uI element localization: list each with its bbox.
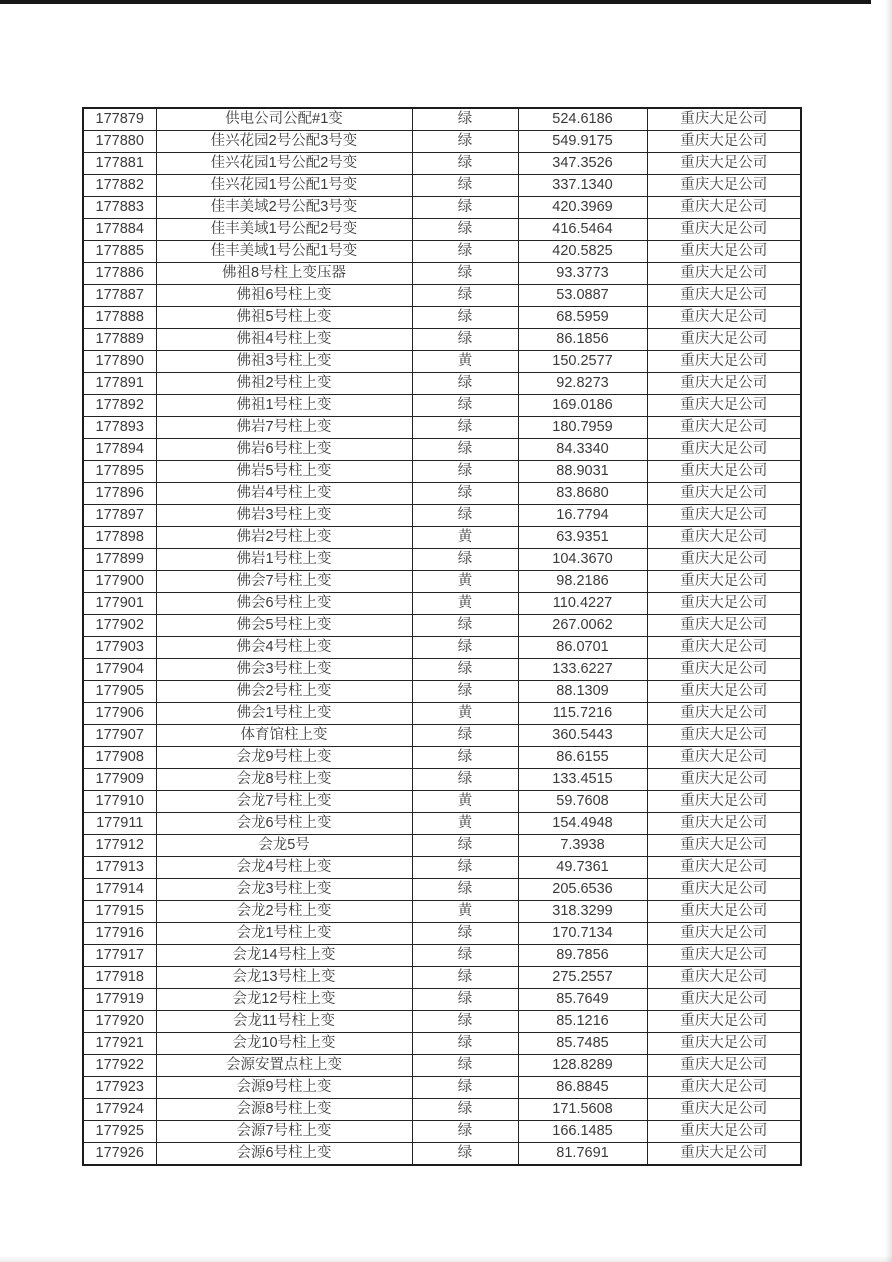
cell-row-id: 177922: [83, 1055, 156, 1077]
cell-row-id: 177889: [83, 329, 156, 351]
cell-transformer-name: 会龙12号柱上变: [156, 989, 412, 1011]
cell-transformer-name: 佛祖4号柱上变: [156, 329, 412, 351]
cell-status: 绿: [412, 879, 518, 901]
cell-company: 重庆大足公司: [647, 791, 801, 813]
table-row: [83, 241, 801, 263]
cell-value: 205.6536: [518, 879, 647, 901]
cell-value: 166.1485: [518, 1121, 647, 1143]
cell-value: 150.2577: [518, 351, 647, 373]
cell-status: 绿: [412, 945, 518, 967]
cell-company: 重庆大足公司: [647, 615, 801, 637]
cell-status: 绿: [412, 549, 518, 571]
cell-row-id: 177881: [83, 153, 156, 175]
table-row: [83, 659, 801, 681]
table-row: [83, 593, 801, 615]
cell-status: 绿: [412, 637, 518, 659]
cell-transformer-name: 会龙9号柱上变: [156, 747, 412, 769]
cell-row-id: 177905: [83, 681, 156, 703]
cell-status: 绿: [412, 373, 518, 395]
cell-row-id: 177902: [83, 615, 156, 637]
cell-value: 88.9031: [518, 461, 647, 483]
cell-status: 绿: [412, 1143, 518, 1166]
cell-value: 83.8680: [518, 483, 647, 505]
cell-company: 重庆大足公司: [647, 769, 801, 791]
cell-transformer-name: 佛祖5号柱上变: [156, 307, 412, 329]
cell-row-id: 177890: [83, 351, 156, 373]
cell-status: 绿: [412, 1121, 518, 1143]
cell-company: 重庆大足公司: [647, 967, 801, 989]
cell-transformer-name: 佛祖8号柱上变压器: [156, 263, 412, 285]
cell-status: 绿: [412, 967, 518, 989]
cell-status: 绿: [412, 659, 518, 681]
cell-company: 重庆大足公司: [647, 108, 801, 131]
cell-status: 黄: [412, 791, 518, 813]
cell-transformer-name: 佛会6号柱上变: [156, 593, 412, 615]
cell-status: 绿: [412, 923, 518, 945]
cell-company: 重庆大足公司: [647, 197, 801, 219]
table-body: [83, 108, 801, 1165]
cell-transformer-name: 佛岩6号柱上变: [156, 439, 412, 461]
table-row: [83, 395, 801, 417]
cell-row-id: 177896: [83, 483, 156, 505]
cell-status: 绿: [412, 1077, 518, 1099]
cell-row-id: 177913: [83, 857, 156, 879]
cell-transformer-name: 佛祖6号柱上变: [156, 285, 412, 307]
cell-value: 416.5464: [518, 219, 647, 241]
table-row: [83, 175, 801, 197]
cell-value: 16.7794: [518, 505, 647, 527]
cell-transformer-name: 会龙7号柱上变: [156, 791, 412, 813]
cell-value: 68.5959: [518, 307, 647, 329]
cell-transformer-name: 佛岩7号柱上变: [156, 417, 412, 439]
table-row: [83, 1077, 801, 1099]
table-row: [83, 725, 801, 747]
cell-company: 重庆大足公司: [647, 571, 801, 593]
cell-row-id: 177900: [83, 571, 156, 593]
cell-transformer-name: 佛祖2号柱上变: [156, 373, 412, 395]
cell-transformer-name: 佳丰美域1号公配2号变: [156, 219, 412, 241]
cell-value: 93.3773: [518, 263, 647, 285]
cell-row-id: 177915: [83, 901, 156, 923]
cell-value: 549.9175: [518, 131, 647, 153]
cell-company: 重庆大足公司: [647, 131, 801, 153]
cell-value: 169.0186: [518, 395, 647, 417]
page-top-edge: [0, 0, 871, 4]
cell-value: 86.1856: [518, 329, 647, 351]
cell-company: 重庆大足公司: [647, 219, 801, 241]
table-row: [83, 219, 801, 241]
cell-transformer-name: 会源6号柱上变: [156, 1143, 412, 1166]
cell-company: 重庆大足公司: [647, 505, 801, 527]
cell-row-id: 177885: [83, 241, 156, 263]
table-row: [83, 879, 801, 901]
table-row: [83, 439, 801, 461]
cell-value: 85.1216: [518, 1011, 647, 1033]
cell-status: 绿: [412, 439, 518, 461]
cell-status: 绿: [412, 989, 518, 1011]
cell-row-id: 177923: [83, 1077, 156, 1099]
cell-transformer-name: 佛岩4号柱上变: [156, 483, 412, 505]
cell-transformer-name: 会源9号柱上变: [156, 1077, 412, 1099]
cell-company: 重庆大足公司: [647, 417, 801, 439]
table-row: [83, 483, 801, 505]
cell-transformer-name: 佳丰美域1号公配1号变: [156, 241, 412, 263]
cell-row-id: 177914: [83, 879, 156, 901]
cell-row-id: 177906: [83, 703, 156, 725]
cell-row-id: 177924: [83, 1099, 156, 1121]
cell-value: 59.7608: [518, 791, 647, 813]
cell-row-id: 177919: [83, 989, 156, 1011]
cell-value: 86.8845: [518, 1077, 647, 1099]
cell-company: 重庆大足公司: [647, 461, 801, 483]
table-row: [83, 637, 801, 659]
cell-value: 81.7691: [518, 1143, 647, 1166]
cell-row-id: 177926: [83, 1143, 156, 1166]
cell-value: 86.6155: [518, 747, 647, 769]
table-row: [83, 923, 801, 945]
cell-row-id: 177880: [83, 131, 156, 153]
cell-value: 85.7649: [518, 989, 647, 1011]
cell-transformer-name: 供电公司公配#1变: [156, 108, 412, 131]
table-row: [83, 747, 801, 769]
cell-value: 267.0062: [518, 615, 647, 637]
table-row: [83, 461, 801, 483]
cell-company: 重庆大足公司: [647, 373, 801, 395]
cell-transformer-name: 佛会7号柱上变: [156, 571, 412, 593]
cell-row-id: 177911: [83, 813, 156, 835]
cell-transformer-name: 佛岩2号柱上变: [156, 527, 412, 549]
cell-row-id: 177916: [83, 923, 156, 945]
page-bottom-shadow: [0, 1255, 892, 1262]
cell-company: 重庆大足公司: [647, 395, 801, 417]
cell-value: 171.5608: [518, 1099, 647, 1121]
cell-status: 黄: [412, 527, 518, 549]
cell-company: 重庆大足公司: [647, 923, 801, 945]
cell-value: 53.0887: [518, 285, 647, 307]
cell-transformer-name: 佛会3号柱上变: [156, 659, 412, 681]
table-row: [83, 263, 801, 285]
table-row: [83, 197, 801, 219]
cell-transformer-name: 佛岩5号柱上变: [156, 461, 412, 483]
cell-company: 重庆大足公司: [647, 329, 801, 351]
table-row: [83, 307, 801, 329]
cell-row-id: 177887: [83, 285, 156, 307]
table-row: [83, 351, 801, 373]
cell-transformer-name: 会龙13号柱上变: [156, 967, 412, 989]
table-row: [83, 1011, 801, 1033]
cell-company: 重庆大足公司: [647, 747, 801, 769]
cell-value: 110.4227: [518, 593, 647, 615]
cell-value: 133.4515: [518, 769, 647, 791]
cell-row-id: 177918: [83, 967, 156, 989]
cell-status: 绿: [412, 153, 518, 175]
cell-status: 黄: [412, 901, 518, 923]
table-row: [83, 791, 801, 813]
cell-row-id: 177912: [83, 835, 156, 857]
cell-status: 黄: [412, 571, 518, 593]
cell-transformer-name: 佛会2号柱上变: [156, 681, 412, 703]
cell-transformer-name: 佛会1号柱上变: [156, 703, 412, 725]
cell-transformer-name: 会龙2号柱上变: [156, 901, 412, 923]
cell-row-id: 177895: [83, 461, 156, 483]
cell-company: 重庆大足公司: [647, 175, 801, 197]
cell-transformer-name: 佛祖3号柱上变: [156, 351, 412, 373]
cell-row-id: 177921: [83, 1033, 156, 1055]
table-row: [83, 571, 801, 593]
cell-company: 重庆大足公司: [647, 153, 801, 175]
cell-row-id: 177892: [83, 395, 156, 417]
cell-value: 63.9351: [518, 527, 647, 549]
table-row: [83, 1143, 801, 1166]
cell-transformer-name: 会龙5号: [156, 835, 412, 857]
cell-row-id: 177899: [83, 549, 156, 571]
cell-company: 重庆大足公司: [647, 1099, 801, 1121]
cell-company: 重庆大足公司: [647, 593, 801, 615]
cell-transformer-name: 佳兴花园1号公配2号变: [156, 153, 412, 175]
cell-value: 154.4948: [518, 813, 647, 835]
cell-company: 重庆大足公司: [647, 1055, 801, 1077]
cell-status: 绿: [412, 1011, 518, 1033]
cell-transformer-name: 会源8号柱上变: [156, 1099, 412, 1121]
table-row: [83, 703, 801, 725]
cell-row-id: 177879: [83, 108, 156, 131]
table-row: [83, 989, 801, 1011]
cell-status: 绿: [412, 681, 518, 703]
cell-value: 88.1309: [518, 681, 647, 703]
cell-value: 86.0701: [518, 637, 647, 659]
cell-status: 绿: [412, 175, 518, 197]
cell-status: 绿: [412, 1099, 518, 1121]
cell-row-id: 177920: [83, 1011, 156, 1033]
cell-company: 重庆大足公司: [647, 527, 801, 549]
table-row: [83, 901, 801, 923]
table-row: [83, 1033, 801, 1055]
cell-row-id: 177904: [83, 659, 156, 681]
cell-status: 绿: [412, 747, 518, 769]
cell-company: 重庆大足公司: [647, 945, 801, 967]
cell-company: 重庆大足公司: [647, 263, 801, 285]
table-row: [83, 1099, 801, 1121]
cell-transformer-name: 佛岩3号柱上变: [156, 505, 412, 527]
cell-status: 黄: [412, 703, 518, 725]
cell-status: 绿: [412, 285, 518, 307]
cell-value: 133.6227: [518, 659, 647, 681]
cell-status: 绿: [412, 197, 518, 219]
table-row: [83, 373, 801, 395]
cell-row-id: 177903: [83, 637, 156, 659]
table-row: [83, 108, 801, 131]
cell-transformer-name: 佛岩1号柱上变: [156, 549, 412, 571]
cell-transformer-name: 会龙6号柱上变: [156, 813, 412, 835]
cell-value: 347.3526: [518, 153, 647, 175]
cell-value: 98.2186: [518, 571, 647, 593]
cell-value: 275.2557: [518, 967, 647, 989]
cell-status: 绿: [412, 131, 518, 153]
cell-value: 360.5443: [518, 725, 647, 747]
cell-status: 绿: [412, 329, 518, 351]
cell-transformer-name: 佳兴花园1号公配1号变: [156, 175, 412, 197]
cell-company: 重庆大足公司: [647, 1077, 801, 1099]
cell-row-id: 177888: [83, 307, 156, 329]
cell-transformer-name: 会龙11号柱上变: [156, 1011, 412, 1033]
cell-transformer-name: 体育馆柱上变: [156, 725, 412, 747]
table-row: [83, 153, 801, 175]
cell-status: 绿: [412, 483, 518, 505]
cell-value: 180.7959: [518, 417, 647, 439]
cell-status: 绿: [412, 395, 518, 417]
cell-company: 重庆大足公司: [647, 351, 801, 373]
cell-row-id: 177907: [83, 725, 156, 747]
cell-value: 89.7856: [518, 945, 647, 967]
cell-row-id: 177882: [83, 175, 156, 197]
cell-value: 85.7485: [518, 1033, 647, 1055]
cell-company: 重庆大足公司: [647, 879, 801, 901]
table-row: [83, 527, 801, 549]
cell-transformer-name: 会龙14号柱上变: [156, 945, 412, 967]
table-row: [83, 857, 801, 879]
cell-row-id: 177894: [83, 439, 156, 461]
cell-status: 绿: [412, 505, 518, 527]
cell-company: 重庆大足公司: [647, 1121, 801, 1143]
cell-row-id: 177901: [83, 593, 156, 615]
table-row: [83, 769, 801, 791]
cell-row-id: 177925: [83, 1121, 156, 1143]
cell-value: 337.1340: [518, 175, 647, 197]
cell-company: 重庆大足公司: [647, 307, 801, 329]
cell-company: 重庆大足公司: [647, 835, 801, 857]
table-row: [83, 813, 801, 835]
cell-row-id: 177909: [83, 769, 156, 791]
cell-row-id: 177910: [83, 791, 156, 813]
cell-value: 524.6186: [518, 108, 647, 131]
cell-status: 绿: [412, 417, 518, 439]
cell-company: 重庆大足公司: [647, 549, 801, 571]
cell-status: 绿: [412, 725, 518, 747]
cell-transformer-name: 会源安置点柱上变: [156, 1055, 412, 1077]
cell-company: 重庆大足公司: [647, 1033, 801, 1055]
cell-row-id: 177898: [83, 527, 156, 549]
cell-transformer-name: 佳兴花园2号公配3号变: [156, 131, 412, 153]
table-row: [83, 549, 801, 571]
cell-company: 重庆大足公司: [647, 659, 801, 681]
cell-value: 318.3299: [518, 901, 647, 923]
cell-company: 重庆大足公司: [647, 439, 801, 461]
cell-row-id: 177884: [83, 219, 156, 241]
cell-row-id: 177886: [83, 263, 156, 285]
cell-company: 重庆大足公司: [647, 901, 801, 923]
cell-row-id: 177908: [83, 747, 156, 769]
cell-status: 黄: [412, 813, 518, 835]
cell-company: 重庆大足公司: [647, 285, 801, 307]
table-row: [83, 615, 801, 637]
table-row: [83, 945, 801, 967]
table-row: [83, 967, 801, 989]
cell-status: 绿: [412, 615, 518, 637]
cell-transformer-name: 会龙4号柱上变: [156, 857, 412, 879]
cell-company: 重庆大足公司: [647, 681, 801, 703]
cell-company: 重庆大足公司: [647, 989, 801, 1011]
cell-company: 重庆大足公司: [647, 1011, 801, 1033]
cell-company: 重庆大足公司: [647, 241, 801, 263]
table-row: [83, 835, 801, 857]
cell-company: 重庆大足公司: [647, 857, 801, 879]
cell-status: 绿: [412, 307, 518, 329]
cell-row-id: 177893: [83, 417, 156, 439]
cell-status: 绿: [412, 108, 518, 131]
cell-transformer-name: 佛会5号柱上变: [156, 615, 412, 637]
cell-value: 92.8273: [518, 373, 647, 395]
cell-status: 绿: [412, 857, 518, 879]
table-row: [83, 505, 801, 527]
cell-transformer-name: 佛会4号柱上变: [156, 637, 412, 659]
cell-value: 170.7134: [518, 923, 647, 945]
cell-transformer-name: 会龙10号柱上变: [156, 1033, 412, 1055]
cell-status: 绿: [412, 1033, 518, 1055]
cell-status: 绿: [412, 461, 518, 483]
cell-value: 115.7216: [518, 703, 647, 725]
table-row: [83, 285, 801, 307]
cell-company: 重庆大足公司: [647, 1143, 801, 1166]
cell-company: 重庆大足公司: [647, 483, 801, 505]
cell-transformer-name: 佳丰美域2号公配3号变: [156, 197, 412, 219]
cell-status: 绿: [412, 835, 518, 857]
cell-status: 绿: [412, 1055, 518, 1077]
cell-row-id: 177883: [83, 197, 156, 219]
table-row: [83, 131, 801, 153]
cell-company: 重庆大足公司: [647, 813, 801, 835]
table-row: [83, 1121, 801, 1143]
cell-value: 420.5825: [518, 241, 647, 263]
cell-value: 49.7361: [518, 857, 647, 879]
cell-status: 绿: [412, 219, 518, 241]
cell-transformer-name: 会龙1号柱上变: [156, 923, 412, 945]
page-right-shadow: [885, 0, 892, 1262]
cell-value: 420.3969: [518, 197, 647, 219]
table-row: [83, 329, 801, 351]
cell-status: 黄: [412, 351, 518, 373]
cell-value: 104.3670: [518, 549, 647, 571]
cell-transformer-name: 会龙3号柱上变: [156, 879, 412, 901]
table-row: [83, 681, 801, 703]
cell-company: 重庆大足公司: [647, 637, 801, 659]
cell-row-id: 177891: [83, 373, 156, 395]
cell-company: 重庆大足公司: [647, 725, 801, 747]
cell-company: 重庆大足公司: [647, 703, 801, 725]
cell-row-id: 177917: [83, 945, 156, 967]
cell-transformer-name: 会源7号柱上变: [156, 1121, 412, 1143]
cell-value: 7.3938: [518, 835, 647, 857]
cell-status: 绿: [412, 769, 518, 791]
cell-transformer-name: 会龙8号柱上变: [156, 769, 412, 791]
cell-row-id: 177897: [83, 505, 156, 527]
cell-status: 绿: [412, 263, 518, 285]
cell-value: 128.8289: [518, 1055, 647, 1077]
cell-value: 84.3340: [518, 439, 647, 461]
cell-transformer-name: 佛祖1号柱上变: [156, 395, 412, 417]
transformer-table: [82, 107, 802, 1166]
cell-status: 黄: [412, 593, 518, 615]
table-row: [83, 1055, 801, 1077]
table-row: [83, 417, 801, 439]
cell-status: 绿: [412, 241, 518, 263]
